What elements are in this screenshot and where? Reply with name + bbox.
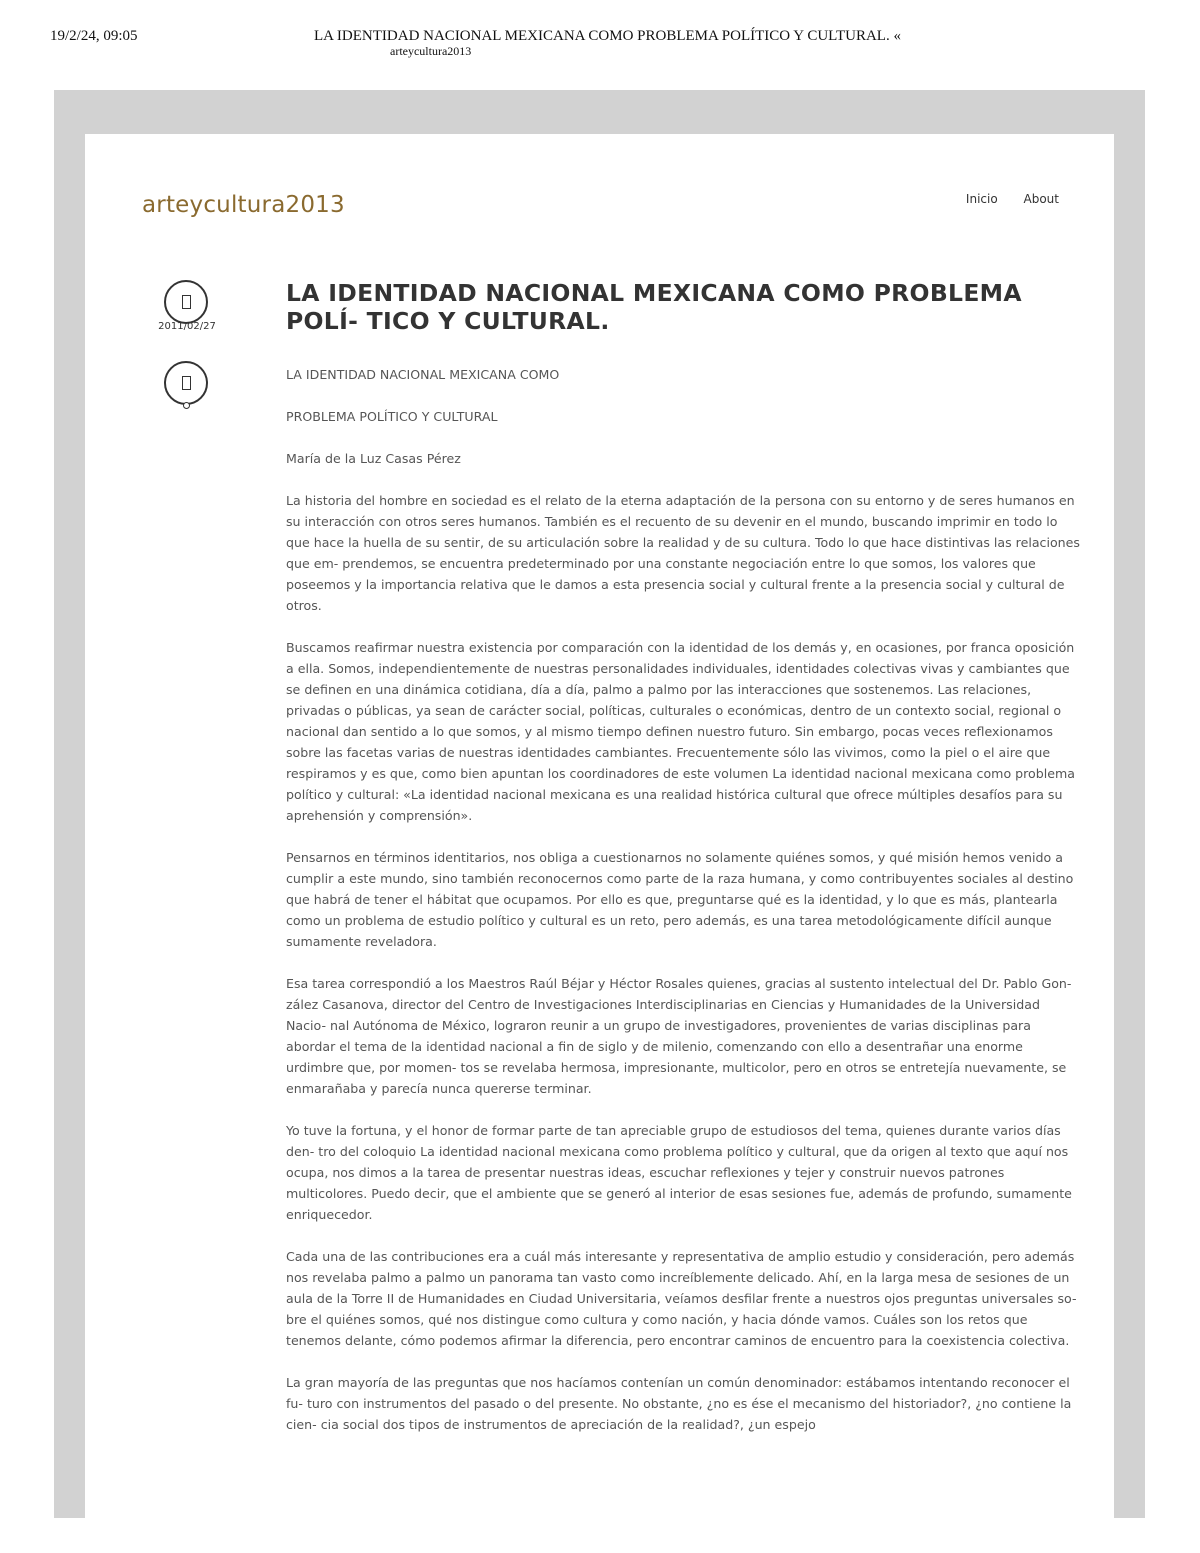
- nav-item-about[interactable]: About: [1023, 192, 1059, 206]
- post-author: María de la Luz Casas Pérez: [286, 451, 461, 466]
- post-paragraph: Yo tuve la fortuna, y el honor de formar parte de tan apreciable grupo de estudiosos del tema, quienes durante varios días den- tro del coloquio La identidad nacional mexicana como problema político y cultural, que da origen al texto que aquí nos ocupa, nos dimos a la tarea de presentar nuestras ideas, escuchar reflexiones y tejer y construir nuevos patrones multicolores. Puedo decir, que el ambiente que se generó al interior de esas sesiones fue, además de profundo, sumamente enriquecedor.: [286, 1123, 1072, 1222]
- site-title[interactable]: arteycultura2013: [142, 192, 345, 218]
- post-paragraph: Pensarnos en términos identitarios, nos obliga a cuestionarnos no solamente quiénes somos, y qué misión hemos venido a cumplir a este mundo, sino también reconocernos como parte de la raza humana, y como contribuyentes sociales al destino que habrá de tener el hábitat que ocupamos. Por ello es que, preguntarse qué es la identidad, y lo que es más, plantearla como un problema de estudio político y cultural es un reto, pero además, es una tarea metodológicamente difícil aunque sumamente reveladora.: [286, 850, 1074, 949]
- print-page-title: LA IDENTIDAD NACIONAL MEXICANA COMO PROBLEMA POLÍTICO Y CULTURAL. «: [314, 28, 901, 44]
- calendar-glyph: [182, 295, 191, 309]
- post-paragraph: PROBLEMA POLÍTICO Y CULTURAL: [286, 409, 498, 424]
- comment-tail: [183, 402, 190, 409]
- blog-page: [85, 134, 1114, 1534]
- nav-item-inicio[interactable]: Inicio: [965, 192, 998, 206]
- post-content: [286, 364, 1081, 1456]
- main-nav: [944, 192, 1059, 206]
- post-date[interactable]: 2011/02/27: [158, 321, 216, 332]
- post-paragraph: Buscamos reafirmar nuestra existencia por comparación con la identidad de los demás y, en ocasiones, por franca oposición a ella. Somos, independientemente de nuestras personalidades individuales, identidades colectivas vivas y cambiantes que se definen en una dinámica cotidiana, día a día, palmo a palmo por las interacciones que sostenemos. Las relaciones, privadas o públicas, ya sean de carácter social, políticas, culturales o económicas, dentro de un contexto social, regional o nacional dan sentido a lo que somos, y al mismo tiempo definen nuestro futuro. Sin embargo, pocas veces reflexionamos sobre las facetas varias de nuestras identidades cambiantes. Frecuentemente sólo las vivimos, como la piel o el aire que respiramos y es que, como bien apuntan los coordinadores de este volumen La identidad nacional mexicana como problema político y cultural: «La identidad nacional mexicana es una realidad histórica cultural que ofrece múltiples desafíos para su aprehensión y comprensión».: [286, 640, 1075, 823]
- post-paragraph: Cada una de las contribuciones era a cuál más interesante y representativa de amplio estudio y consideración, pero además nos revelaba palmo a palmo un panorama tan vasto como increíblemente delicado. Ahí, en la larga mesa de sesiones de un aula de la Torre II de Humanidades en Ciudad Universitaria, veíamos desfilar frente a nuestros ojos preguntas universales so- bre el quiénes somos, qué nos distingue como cultura y como nación, y hacia dónde vamos. Cuáles son los retos que tenemos delante, cómo podemos afirmar la diferencia, pero encontrar caminos de encuentro para la coexistencia colectiva.: [286, 1249, 1077, 1348]
- print-datetime: 19/2/24, 09:05: [50, 28, 138, 44]
- calendar-icon: [164, 280, 208, 324]
- post-paragraph: La historia del hombre en sociedad es el relato de la eterna adaptación de la persona con su entorno y de seres humanos en su interacción con otros seres humanos. También es el recuento de su devenir en el mundo, buscando imprimir en todo lo que hace la huella de su sentir, de su articulación sobre la realidad y de su cultura. Todo lo que hace distintivas las relaciones que em- prendemos, se encuentra predeterminado por una constante negociación entre lo que somos, los valores que poseemos y la importancia relativa que le damos a esta presencia social y cultural frente a la presencia social y cultural de otros.: [286, 493, 1080, 613]
- print-title-overflow: arteycultura2013: [390, 44, 472, 58]
- page-frame: [54, 90, 1145, 1518]
- comment-glyph: [182, 376, 191, 390]
- post-paragraph: Esa tarea correspondió a los Maestros Raúl Béjar y Héctor Rosales quienes, gracias al sustento intelectual del Dr. Pablo Gon- zález Casanova, director del Centro de Investigaciones Interdisciplinarias en Ciencias y Humanidades de la Universidad Nacio- nal Autónoma de México, lograron reunir a un grupo de investigadores, provenientes de varias disciplinas para abordar el tema de la identidad nacional a fin de siglo y de milenio, comenzando con ello a desentrañar una enorme urdimbre que, por momen- tos se revelaba hermosa, impresionante, multicolor, pero en otros se entretejía nuevamente, se enmarañaba y parecía nunca quererse terminar.: [286, 976, 1072, 1096]
- post-title: LA IDENTIDAD NACIONAL MEXICANA COMO PROBLEMA POLÍ- TICO Y CULTURAL.: [286, 279, 1022, 335]
- comment-icon[interactable]: [164, 361, 208, 405]
- post-paragraph: LA IDENTIDAD NACIONAL MEXICANA COMO: [286, 367, 560, 382]
- post-paragraph: La gran mayoría de las preguntas que nos hacíamos contenían un común denominador: estábamos intentando reconocer el fu- turo con instrumentos del pasado o del presente. No obstante, ¿no es ése el mecanismo del historiador?, ¿no contiene la cien- cia social dos tipos de instrumentos de apreciación de la realidad?, ¿un espejo: [286, 1375, 1072, 1432]
- print-header: [0, 28, 1200, 58]
